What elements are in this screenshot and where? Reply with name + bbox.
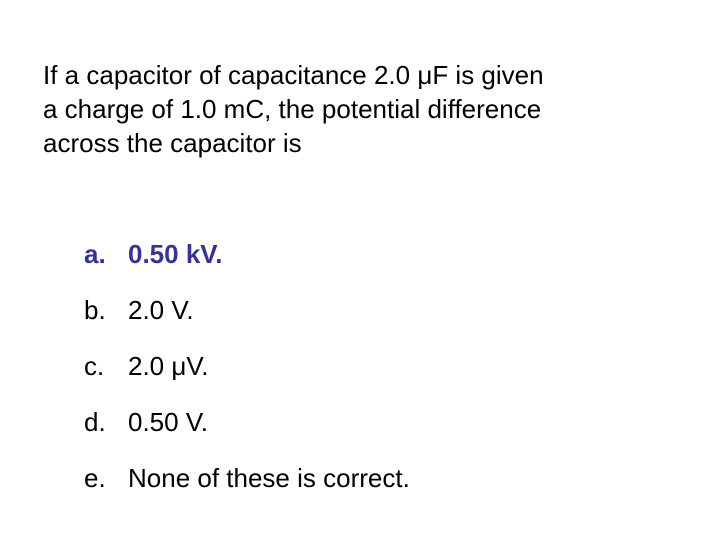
option-b	[84, 290, 410, 330]
option-d	[84, 402, 410, 442]
option-c	[84, 346, 410, 386]
option-d-text: 0.50 V.	[128, 407, 209, 437]
option-e	[84, 458, 410, 498]
question-line-1: If a capacitor of capacitance 2.0 μF is given	[43, 60, 544, 90]
answer-options	[84, 234, 410, 514]
option-b-letter: b.	[84, 295, 106, 325]
option-a-text: 0.50 kV.	[128, 239, 223, 269]
option-c-text: 2.0 μV.	[128, 351, 209, 381]
question-line-2: a charge of 1.0 mC, the potential difference	[43, 94, 542, 124]
option-a	[84, 234, 410, 274]
option-e-text: None of these is correct.	[128, 463, 410, 493]
question-line-3: across the capacitor is	[43, 128, 302, 158]
option-b-text: 2.0 V.	[128, 295, 194, 325]
option-a-letter: a.	[84, 239, 106, 269]
question-text	[43, 58, 693, 160]
option-c-letter: c.	[84, 351, 105, 381]
option-e-letter: e.	[84, 463, 106, 493]
option-d-letter: d.	[84, 407, 106, 437]
